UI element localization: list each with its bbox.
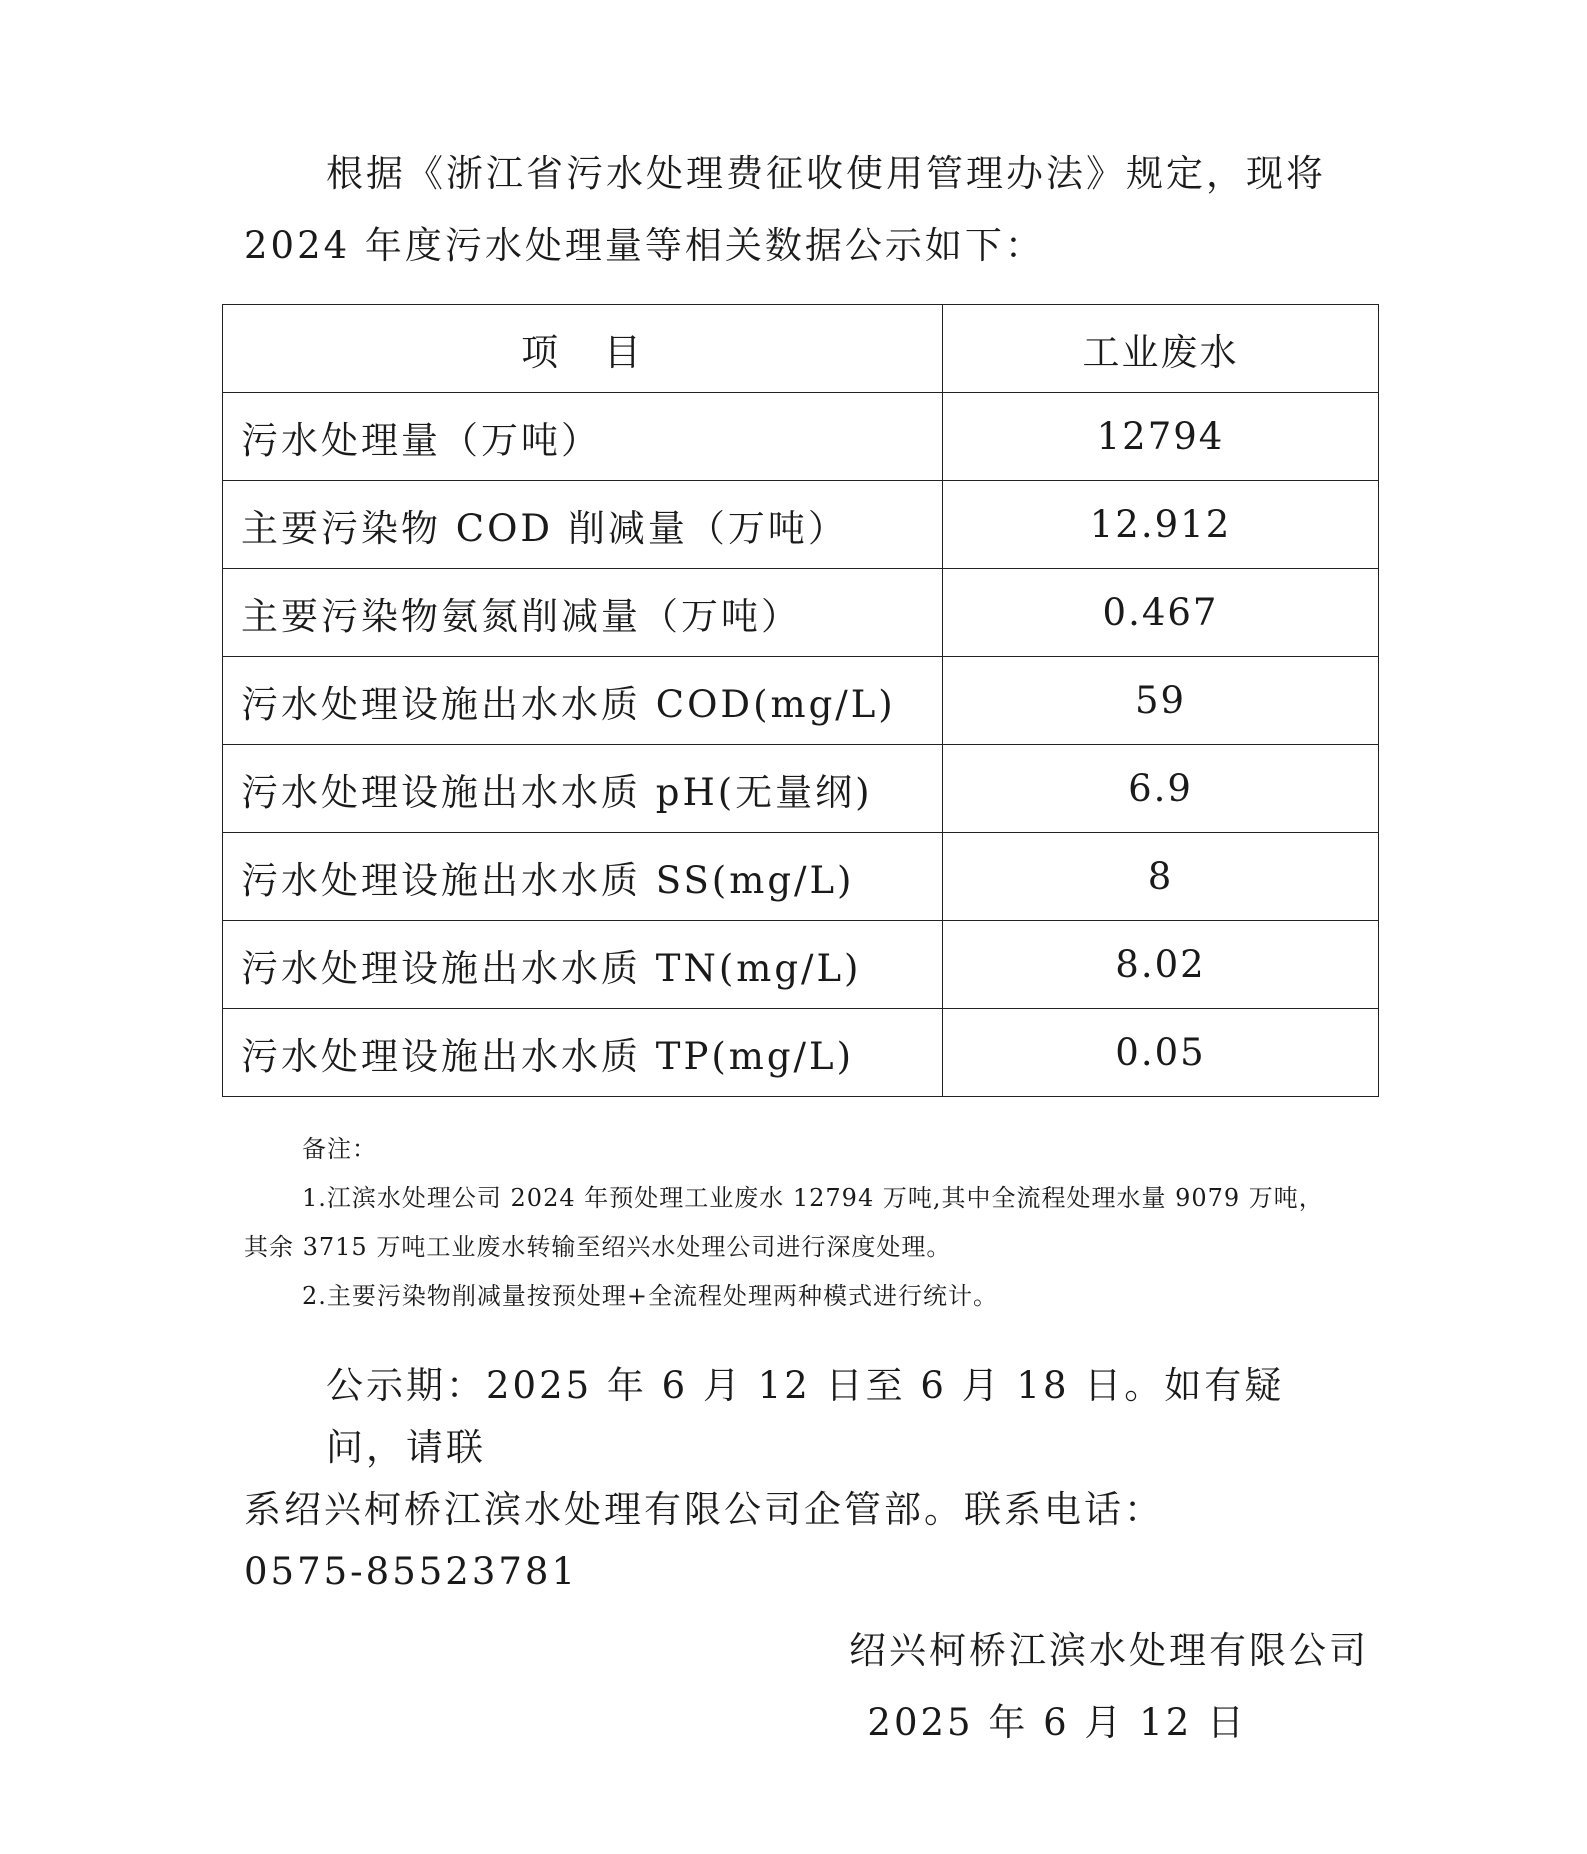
note-1-line-2: 其余 3715 万吨工业废水转输至绍兴水处理公司进行深度处理。	[244, 1233, 952, 1261]
row-item: 主要污染物 COD 削减量（万吨）	[223, 481, 943, 569]
row-value: 59	[943, 657, 1379, 745]
row-item: 污水处理设施出水水质 SS(mg/L)	[223, 833, 943, 921]
table-row	[223, 481, 1379, 569]
row-value: 12.912	[943, 481, 1379, 569]
publicity-period-paragraph	[244, 1355, 1364, 1603]
table-row	[223, 745, 1379, 833]
notes-section	[244, 1125, 1374, 1321]
wastewater-data-table	[222, 304, 1379, 1097]
intro-line-1: 根据《浙江省污水处理费征收使用管理办法》规定，现将	[326, 152, 1326, 195]
row-value: 0.467	[943, 569, 1379, 657]
header-item: 项 目	[223, 305, 943, 393]
period-line-1: 公示期：2025 年 6 月 12 日至 6 月 18 日。如有疑问，请联	[326, 1364, 1285, 1469]
intro-line-2: 2024 年度污水处理量等相关数据公示如下：	[244, 224, 1045, 267]
contact-phone: 0575-85523781	[244, 1550, 578, 1593]
signature-block	[849, 1615, 1369, 1759]
table-row	[223, 657, 1379, 745]
notes-title: 备注：	[302, 1135, 377, 1163]
note-1-line-1: 1.江滨水处理公司 2024 年预处理工业废水 12794 万吨,其中全流程处理水量 9079 万吨，	[302, 1184, 1324, 1212]
intro-paragraph	[244, 138, 1344, 282]
row-item: 污水处理量（万吨）	[223, 393, 943, 481]
header-industrial-wastewater: 工业废水	[943, 305, 1379, 393]
table-row	[223, 1009, 1379, 1097]
row-item: 主要污染物氨氮削减量（万吨）	[223, 569, 943, 657]
row-value: 8	[943, 833, 1379, 921]
table-row	[223, 921, 1379, 1009]
signature-date: 2025 年 6 月 12 日	[867, 1701, 1247, 1744]
table-header-row	[223, 305, 1379, 393]
note-2: 2.主要污染物削减量按预处理+全流程处理两种模式进行统计。	[302, 1282, 999, 1310]
table-row	[223, 569, 1379, 657]
table-row	[223, 393, 1379, 481]
row-value: 0.05	[943, 1009, 1379, 1097]
row-item: 污水处理设施出水水质 COD(mg/L)	[223, 657, 943, 745]
table-row	[223, 833, 1379, 921]
row-item: 污水处理设施出水水质 TP(mg/L)	[223, 1009, 943, 1097]
period-line-2: 系绍兴柯桥江滨水处理有限公司企管部。联系电话：	[244, 1488, 1164, 1531]
row-item: 污水处理设施出水水质 pH(无量纲)	[223, 745, 943, 833]
row-item: 污水处理设施出水水质 TN(mg/L)	[223, 921, 943, 1009]
row-value: 8.02	[943, 921, 1379, 1009]
signature-company: 绍兴柯桥江滨水处理有限公司	[849, 1629, 1369, 1672]
row-value: 6.9	[943, 745, 1379, 833]
row-value: 12794	[943, 393, 1379, 481]
